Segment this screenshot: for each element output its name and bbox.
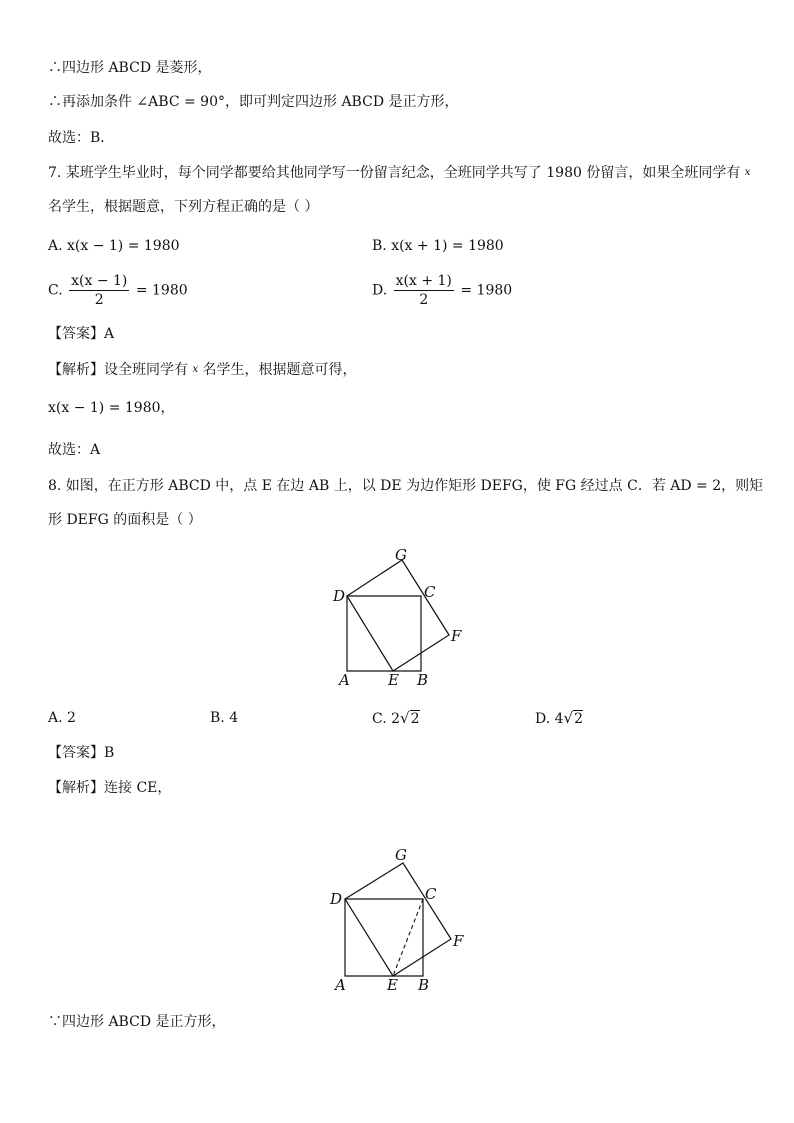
question-7-stem-cont: 名学生，根据题意，下列方程正确的是（ ） xyxy=(48,199,319,215)
label-d: D xyxy=(333,587,346,605)
label-g: G xyxy=(395,846,407,864)
text-line: ∵四边形 ABCD 是正方形， xyxy=(48,1014,226,1030)
question-8-stem-cont: 形 DEFG 的面积是（ ） xyxy=(48,512,202,528)
label-e: E xyxy=(387,976,398,994)
radicand: 2 xyxy=(574,711,584,727)
equation: x(x − 1) = 1980， xyxy=(48,400,175,416)
pick-7: 故选：A xyxy=(48,442,101,458)
question-8-stem: 8. 如图，在正方形 ABCD 中，点 E 在边 AB 上，以 DE 为边作矩形 DEFG，使 FG 经过点 C．若 AD = 2，则矩 xyxy=(48,478,764,494)
numerator: x(x − 1) xyxy=(71,273,128,289)
option-label: D. xyxy=(372,282,388,299)
label-a: A xyxy=(335,976,346,994)
coefficient: C. 2 xyxy=(372,711,401,727)
question-7-text: 7. 某班学生毕业时，每个同学都要给其他同学写一份留言纪念，全班同学共写了 1980 份留言，如果全班同学有 xyxy=(48,165,741,181)
text-line: ∴四边形 ABCD 是菱形， xyxy=(48,60,212,76)
fraction xyxy=(394,272,454,309)
analysis-text-cont: 名学生，根据题意可得， xyxy=(202,362,357,378)
geometry-figure-2 xyxy=(326,844,471,994)
answer-8: 【答案】B xyxy=(48,745,115,761)
answer-7: 【答案】A xyxy=(48,326,115,342)
text-line: ∴再添加条件 ∠ABC = 90°，即可判定四边形 ABCD 是正方形， xyxy=(48,94,459,110)
denominator: 2 xyxy=(419,292,429,308)
label-d: D xyxy=(330,890,343,908)
numerator: x(x + 1) xyxy=(395,273,452,289)
variable-x: x xyxy=(192,364,199,375)
label-g: G xyxy=(395,546,407,564)
option-b: B. x(x + 1) = 1980 xyxy=(372,238,504,254)
text-line: 故选：B． xyxy=(48,130,115,146)
rhs: = 1980 xyxy=(135,282,188,299)
label-a: A xyxy=(339,671,350,689)
coefficient: D. 4 xyxy=(535,711,564,727)
option-d: D. 4√2 xyxy=(535,709,584,727)
option-d xyxy=(372,272,512,309)
radicand: 2 xyxy=(410,711,420,727)
option-a: A. x(x − 1) = 1980 xyxy=(48,238,180,254)
option-a: A. 2 xyxy=(48,710,76,726)
label-c: C xyxy=(424,583,436,601)
fraction xyxy=(69,272,129,309)
geometry-figure-1 xyxy=(328,545,468,690)
option-c: C. 2√2 xyxy=(372,709,420,727)
option-c xyxy=(48,272,188,309)
option-b: B. 4 xyxy=(210,710,239,726)
option-label: C. xyxy=(48,282,63,299)
label-c: C xyxy=(425,885,437,903)
variable-x: x xyxy=(744,167,751,178)
label-b: B xyxy=(418,976,430,994)
analysis-7 xyxy=(48,360,357,380)
analysis-text: 【解析】设全班同学有 xyxy=(48,362,188,378)
question-7-stem xyxy=(48,163,750,183)
label-f: F xyxy=(451,627,462,645)
rhs: = 1980 xyxy=(460,282,513,299)
denominator: 2 xyxy=(94,292,104,308)
analysis-8: 【解析】连接 CE， xyxy=(48,780,172,796)
label-e: E xyxy=(388,671,399,689)
label-b: B xyxy=(417,671,429,689)
label-f: F xyxy=(453,932,464,950)
